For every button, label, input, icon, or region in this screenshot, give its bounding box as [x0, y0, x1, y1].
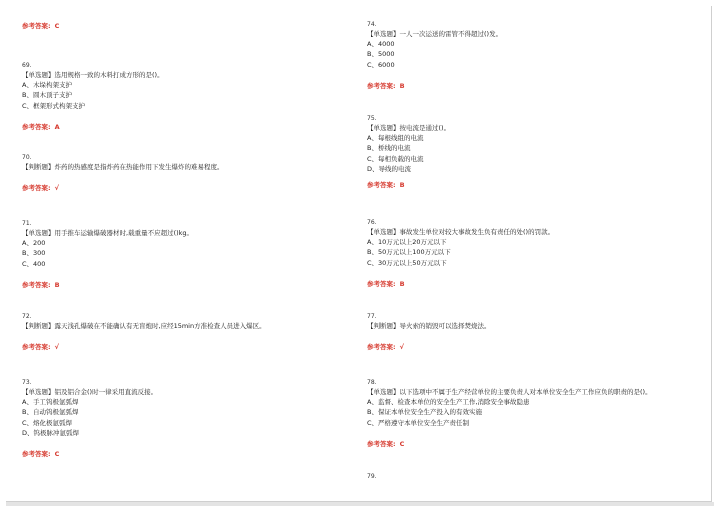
question-stem: 【单选题】事故发生单位对较大事故发生负有责任的处()的罚款。 — [367, 228, 555, 236]
option: C、6000 — [367, 60, 395, 69]
option: A、木垛构架支护 — [22, 81, 72, 90]
question-70 — [22, 153, 352, 193]
answer-label: 参考答案: — [22, 122, 51, 131]
question-stem: 【判断题】炸药的热感度是指炸药在热能作用下发生爆炸的难易程度。 — [22, 163, 224, 171]
left-column — [22, 0, 352, 508]
option: C、框架形式构架支护 — [22, 101, 86, 110]
answer-value: √ — [54, 343, 59, 352]
answer-label: 参考答案: — [367, 439, 396, 448]
option: B、桥线的电流 — [367, 144, 411, 153]
option: A、每根线组的电流 — [367, 134, 424, 143]
question-78 — [367, 378, 697, 449]
question-stem: 【单选题】以下选项中不属于生产经营单位的主要负责人对本单位安全生产工作应负的职责的是()。 — [367, 388, 652, 396]
answer-value: C — [54, 450, 60, 459]
question-number: 77. — [367, 313, 377, 320]
answer-line — [367, 279, 697, 289]
option: D、钨极脉冲氩弧焊 — [22, 428, 80, 437]
question-73 — [22, 378, 352, 459]
answer-line — [367, 180, 697, 190]
answer-label: 参考答案: — [367, 181, 396, 190]
answer-value: C — [54, 22, 60, 30]
answer-value: √ — [399, 343, 404, 352]
answer-value: C — [399, 439, 405, 448]
answer-label: 参考答案: — [367, 81, 396, 90]
question-74 — [367, 20, 697, 91]
answer-line — [22, 122, 352, 132]
question-number: 75. — [367, 115, 377, 122]
answer-value: A — [54, 122, 60, 131]
question-stem: 【单选题】一人一次运送的雷管不得超过()发。 — [367, 30, 503, 38]
question-stem: 【判断题】露天浅孔爆破在不能确认有无盲炮时,应经15min方准检查人员进入爆区。 — [22, 322, 266, 330]
answer-value: B — [399, 279, 405, 288]
question-number: 76. — [367, 219, 377, 226]
answer-value: B — [399, 81, 405, 90]
question-stem: 【判断题】导火索的销毁可以选择焚烧法。 — [367, 322, 491, 330]
answer-line — [367, 439, 697, 449]
answer-line — [22, 280, 352, 290]
question-stem: 【单选题】铝及铝合金()时一律采用直流反接。 — [22, 388, 158, 396]
answer-label: 参考答案: — [22, 184, 51, 193]
option: B、300 — [22, 249, 46, 258]
question-number: 79. — [367, 473, 377, 480]
option: C、熔化极氩弧焊 — [22, 418, 73, 427]
question-72 — [22, 312, 352, 352]
option: C、严格遵守本单位安全生产责任制 — [367, 418, 470, 427]
answer-label: 参考答案: — [22, 343, 51, 352]
question-79 — [367, 472, 697, 481]
answer-label: 参考答案: — [22, 280, 51, 289]
answer-value: √ — [54, 184, 59, 193]
answer-label: 参考答案: — [22, 22, 51, 30]
question-number: 71. — [22, 220, 32, 227]
option: B、保证本单位安全生产投入的有效实施 — [367, 408, 482, 417]
question-stem: 【单选题】按电流是通过()。 — [367, 124, 451, 132]
question-number: 73. — [22, 379, 32, 386]
option: A、200 — [22, 239, 46, 248]
question-75 — [367, 114, 697, 190]
answer-line — [367, 81, 697, 91]
answer-label: 参考答案: — [22, 450, 51, 459]
option: A、4000 — [367, 40, 395, 49]
option: A、监督、检查本单位的安全生产工作,消除安全事故隐患 — [367, 398, 530, 407]
option: A、10万元以上20万元以下 — [367, 238, 447, 247]
answer-value: B — [54, 280, 60, 289]
option: B、50万元以上100万元以下 — [367, 248, 451, 257]
question-number: 72. — [22, 313, 32, 320]
option: A、手工钨极氩弧焊 — [22, 398, 79, 407]
right-column — [367, 0, 697, 508]
answer-label: 参考答案: — [367, 279, 396, 288]
question-number: 78. — [367, 379, 377, 386]
option: B、自动钨极氩弧焊 — [22, 408, 79, 417]
answer-value: B — [399, 181, 405, 190]
option: C、30万元以上50万元以下 — [367, 258, 447, 267]
option: C、400 — [22, 259, 46, 268]
answer-line — [22, 449, 352, 459]
answer-line — [22, 183, 352, 193]
answer-line — [22, 21, 352, 31]
question-77 — [367, 312, 697, 352]
answer-block-top — [22, 21, 352, 31]
question-71 — [22, 219, 352, 290]
option: C、每相负载的电流 — [367, 154, 424, 163]
question-stem: 【单选题】用手推车运输爆破器材时,载重量不应超过()kg。 — [22, 229, 194, 237]
option: B、圆木顶子支护 — [22, 91, 72, 100]
answer-line — [367, 342, 697, 352]
question-number: 69. — [22, 62, 32, 69]
question-number: 70. — [22, 154, 32, 161]
answer-label: 参考答案: — [367, 343, 396, 352]
question-69 — [22, 61, 352, 132]
question-stem: 【单选题】选用规格一致的木料打成方形的是()。 — [22, 71, 164, 79]
option: B、5000 — [367, 50, 395, 59]
question-76 — [367, 218, 697, 289]
answer-line — [22, 342, 352, 352]
option: D、导线的电流 — [367, 164, 412, 173]
question-number: 74. — [367, 21, 377, 28]
